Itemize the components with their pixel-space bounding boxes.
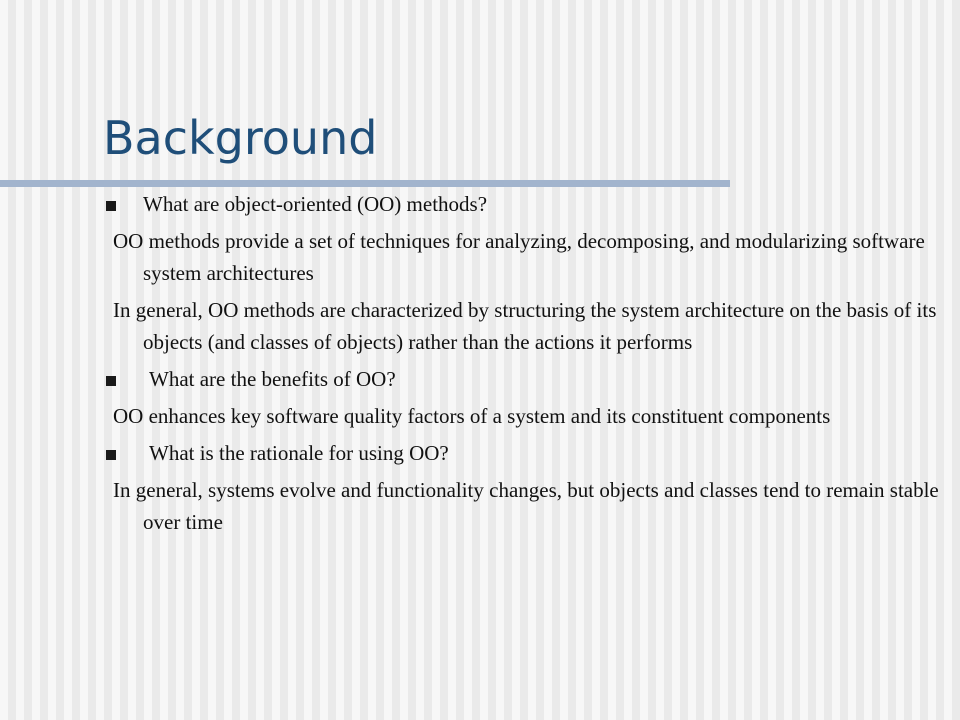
bullet-item	[0, 437, 960, 469]
slide-content	[0, 188, 960, 538]
bullet-answer: In general, systems evolve and functionality changes, but objects and classes tend to remain stable over time	[113, 478, 939, 534]
title-underline	[0, 180, 730, 187]
bullet-answer: In general, OO methods are characterized by structuring the system architecture on the basis of its objects (and classes of objects) rather than the actions it performs	[113, 298, 937, 354]
bullet-question: What is the rationale for using OO?	[149, 441, 449, 465]
bullet-item	[0, 188, 960, 220]
bullet-question: What are the benefits of OO?	[149, 367, 396, 391]
slide-title: Background	[103, 111, 378, 165]
square-bullet-icon	[106, 376, 116, 386]
square-bullet-icon	[106, 450, 116, 460]
bullet-answer: OO methods provide a set of techniques for analyzing, decomposing, and modularizing software system architectures	[113, 229, 925, 285]
bullet-item	[0, 363, 960, 395]
bullet-answer: OO enhances key software quality factors of a system and its constituent components	[113, 404, 831, 428]
square-bullet-icon	[106, 201, 116, 211]
bullet-question: What are object-oriented (OO) methods?	[143, 192, 488, 216]
